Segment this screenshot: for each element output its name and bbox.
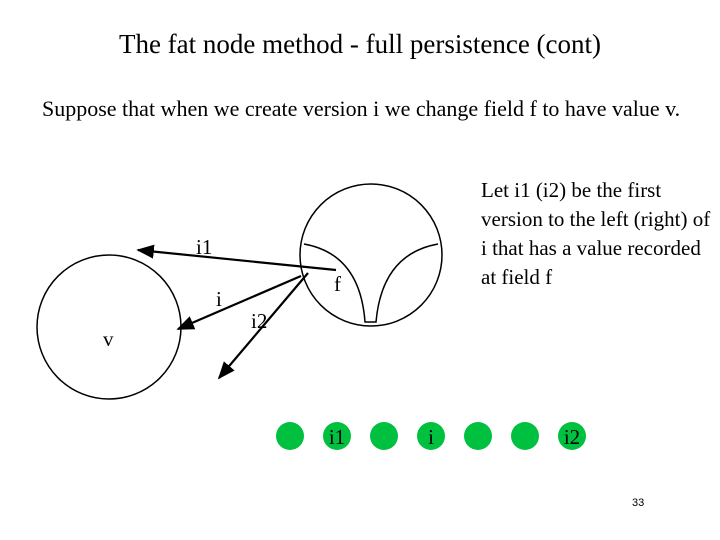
field-f-label: f (334, 272, 341, 296)
intro-text: Suppose that when we create version i we change field f to have value v. (42, 96, 681, 121)
definition-note: Let i1 (i2) be the first version to the left (right) of i that has a value recorded at field f (481, 178, 711, 289)
field-f-slot (304, 244, 438, 322)
version-node-label: i (428, 425, 434, 449)
fat-node-circle (300, 184, 442, 326)
version-list (276, 422, 586, 450)
i2-pointer-label: i2 (251, 309, 268, 333)
version-node (370, 422, 398, 450)
slide-title: The fat node method - full persistence (cont) (118, 29, 602, 59)
i1-pointer-label: i1 (196, 235, 213, 259)
version-node-label: i2 (563, 425, 581, 449)
version-node (511, 422, 539, 450)
version-node-label: i1 (328, 425, 346, 449)
i-pointer-label: i (216, 287, 222, 311)
page-number: 33 (632, 497, 645, 509)
value-v-label: v (103, 327, 114, 351)
version-node (276, 422, 304, 450)
version-node (464, 422, 492, 450)
i1-pointer-arrow (138, 250, 336, 270)
